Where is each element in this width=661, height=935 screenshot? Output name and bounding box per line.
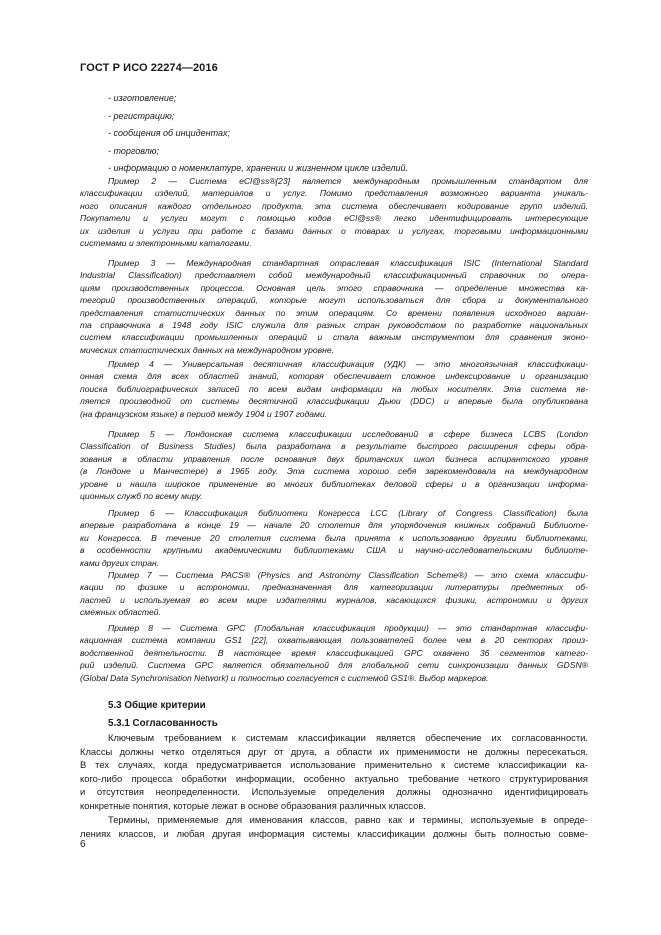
page-header: ГОСТ Р ИСО 22274—2016: [80, 62, 218, 74]
text-line: кации по физике и астрономии, предназначенная для категоризации литературы предметных об-: [80, 582, 588, 593]
text-line: поиска библиографических записей по всем видам информации на любых носителях. Эта система яв-: [80, 383, 588, 394]
list-item: - изготовление;: [108, 93, 177, 103]
example-4: [80, 358, 588, 420]
text-line: кого-либо процесса обработки информации, особенно актуально требование четкого структурирования: [80, 772, 588, 784]
text-line: Classification of Business Studies) была разработана в результате быстрого расширения сферы обра-: [80, 441, 588, 452]
example-6: [80, 507, 588, 569]
list-item: - сообщения об инцидентах;: [108, 128, 231, 139]
text-line: и отсутствия неопределенности. Используемые определения должны однозначно идентифицировать: [80, 786, 588, 798]
example-7: [80, 569, 588, 619]
text-line: Покупатели и услуги могут с помощью кодов eCl@ss® легко идентифицировать интересующие: [80, 213, 588, 224]
text-line: Классы должны четко отделяться друг от друга, а области их применимости не должны пересекаться.: [80, 745, 588, 757]
text-line: систем классификации промышленных операций и стала важным инструментом для сравнения эконо-: [80, 332, 588, 343]
text-line: Пример 8 — Система GPC (Глобальная классификация продукции) — это стандартная классифи-: [108, 623, 588, 633]
text-line: та справочника в 1948 году ISIC служила для разных стран руководством по разработке национальных: [80, 320, 588, 331]
body-paragraph: [80, 813, 588, 840]
text-line: представления статистических данных по этим операциям. Со времени появления исходного вариан-: [80, 307, 588, 318]
section-heading: 5.3 Общие критерии: [108, 700, 206, 711]
text-line: кационная система компании GS1 [22], охватывающая пользователей более чем в 20 секторах произ-: [80, 635, 588, 646]
text-line: Пример 6 — Классификация библиотеки Конгресса LCC (Library of Congress Classification) была: [108, 508, 588, 518]
text-line: рий изделий. Система GPC является обязательной для глобальной сети синхронизации данных GDSN®: [80, 660, 588, 671]
text-line: онная схема для всех областей знаний, которая обеспечивает сложное индексирование и организацию: [80, 371, 588, 382]
subsection-heading: 5.3.1 Согласованность: [108, 718, 218, 729]
example-5: [80, 428, 588, 502]
text-line: уровне и нашла широкое применение во многих библиотеках деловой сферы и в организации информа-: [80, 478, 588, 489]
text-line: Пример 2 — Система eCl@ss®[23] является международным промышленным стандартом для: [108, 176, 588, 186]
text-line: циям производственных процессов. Основная цель этого справочника — определение множества ка-: [80, 282, 588, 293]
text-line: мических статистических данных на международном уровне.: [80, 344, 335, 355]
text-line: зования в области управления после основания двух британских школ бизнеса аспирантского уровня: [80, 453, 588, 464]
text-line: Industrial Classification) представляет собой международный классификационный справочник по опера-: [80, 270, 588, 281]
text-line: ного описания каждого отдельного продукта, эта система обеспечивает кодирование групп изделий.: [80, 200, 588, 211]
page-number: 6: [80, 839, 86, 850]
list-item: - информацию о номенклатуре, хранении и жизненном цикле изделий.: [108, 163, 409, 174]
text-line: их изделия и услуги при работе с базами данных о товарах и услугах, торговыми информационными: [80, 225, 588, 236]
text-line: ционных служб по всему миру.: [80, 491, 203, 502]
text-line: ки Конгресса. В течение 20 столетия система была принята к использованию другими библиотеками,: [80, 532, 588, 543]
text-line: в особенности крупными академическими библиотеками США и научно-исследовательскими библиоте-: [80, 545, 588, 556]
text-line: Пример 7 — Система PACS® (Physics and Astronomy Classification Scheme®) — это схема классифи-: [108, 570, 588, 580]
text-line: ластей и используемая во всем мире издателями журналов, касающихся физики, астрономии и других: [80, 594, 588, 605]
text-line: тегорий производственных операций, которые могут использоваться для сбора и документального: [80, 295, 588, 306]
body-paragraph: [80, 731, 588, 813]
text-line: ками других стран.: [80, 557, 160, 568]
text-line: водственной деятельности. В настоящее время классификацией GPC охвачено 36 сегментов катего-: [80, 647, 588, 658]
text-line: (на французском языке) в период между 1904 и 1907 годами.: [80, 408, 328, 419]
text-line: впервые разработана в конце 19 — начале 20 столетия для упорядочения книжных собраний Библиоте-: [80, 520, 588, 531]
example-3: [80, 257, 588, 356]
text-line: Термины, применяемые для именования классов, равно как и термины, используемые в опреде-: [108, 814, 588, 825]
text-line: Пример 4 — Универсальная десятичная классификация (УДК) — это многоязычная классификаци-: [108, 359, 588, 369]
text-line: (Global Data Synchronisation Network) и полностью согласуется с системой GS1®. Выбор маркеров.: [80, 672, 489, 683]
text-line: В тех случаях, когда предусматривается использование применительно к системе классификации ка-: [80, 759, 588, 771]
text-line: Пример 5 — Лондонская система классификации исследований в сфере бизнеса LCBS (London: [108, 429, 588, 439]
bullet-list: [108, 90, 608, 178]
text-line: классификации изделий, материалов и услуг. Помимо представления возможного варианта уникаль-: [80, 188, 588, 199]
text-line: смежных областей.: [80, 607, 161, 618]
text-line: Пример 3 — Международная стандартная отраслевая классификация ISIC (International Standard: [108, 258, 588, 268]
text-line: лениях классов, и любая другая информация системы классификации должны быть полностью совме-: [80, 827, 588, 839]
text-line: системами и электронными каталогами.: [80, 238, 252, 249]
example-8: [80, 622, 588, 684]
list-item: - торговлю;: [108, 145, 159, 156]
text-line: (в Лондоне и Манчестере) в 1965 году. Эта система хорошо себя зарекомендовала на международном: [80, 466, 588, 477]
list-item: - регистрацию;: [108, 110, 175, 121]
text-line: ляется производной от системы десятичной классификации Дьюи (DDC) и впервые была опубликована: [80, 396, 588, 407]
text-line: Ключевым требованием к системам классификации является обеспечение их согласованности.: [108, 732, 588, 743]
text-line: конкретные понятия, которые лежат в основе образования различных классов.: [80, 799, 426, 811]
example-2: [80, 175, 588, 249]
